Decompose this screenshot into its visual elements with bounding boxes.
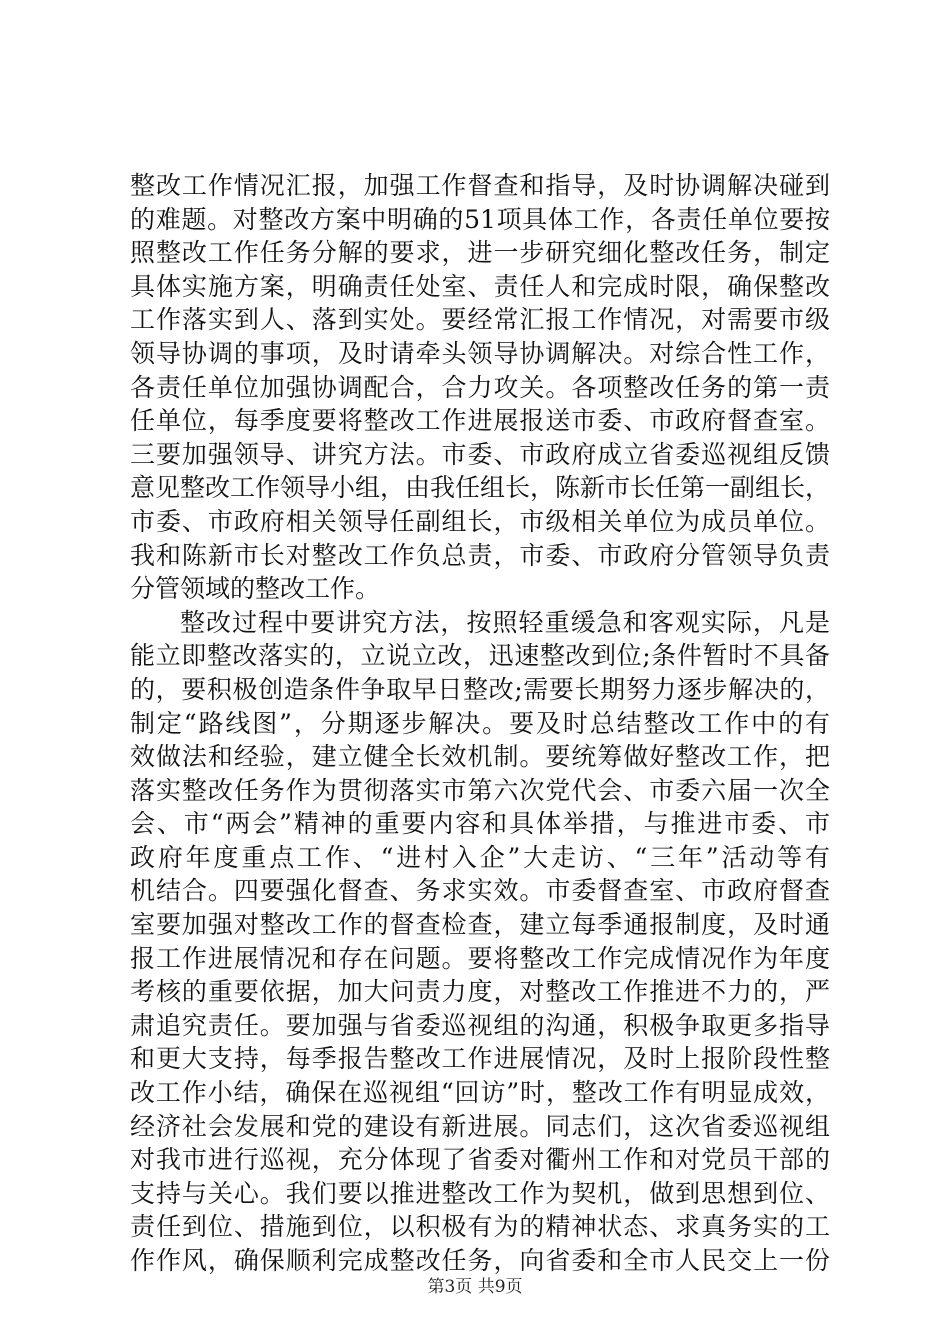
text-line: 和更大支持，每季报告整改工作进展情况，及时上报阶段性整: [130, 1044, 830, 1074]
paragraph-2: [130, 606, 830, 1278]
text-line: 落实整改任务作为贯彻落实市第六次党代会、市委六届一次全: [130, 775, 830, 805]
text-line: 支持与关心。我们要以推进整改工作为契机，做到思想到位、: [130, 1178, 830, 1208]
text-line: 整改过程中要讲究方法，按照轻重缓急和客观实际，凡是: [180, 607, 830, 637]
text-line: 的难题。对整改方案中明确的51项具体工作，各责任单位要按: [130, 204, 830, 234]
text-line: 效做法和经验，建立健全长效机制。要统筹做好整改工作，把: [130, 742, 830, 772]
text-line: 会、市“两会”精神的重要内容和具体举措，与推进市委、市: [130, 809, 830, 839]
text-line: 考核的重要依据，加大问责力度，对整改工作推进不力的，严: [130, 977, 830, 1007]
text-line: 改工作小结，确保在巡视组“回访”时，整改工作有明显成效，: [130, 1078, 830, 1108]
text-line: 工作落实到人、落到实处。要经常汇报工作情况，对需要市级: [130, 305, 830, 335]
text-line: 对我市进行巡视，充分体现了省委对衢州工作和对党员干部的: [130, 1145, 830, 1175]
document-body: [130, 169, 830, 1278]
text-line: 市委、市政府相关领导任副组长，市级相关单位为成员单位。: [130, 506, 830, 536]
text-line: 各责任单位加强协调配合，合力攻关。各项整改任务的第一责: [130, 372, 830, 402]
text-line: 分管领域的整改工作。: [130, 574, 381, 604]
text-line: 整改工作情况汇报，加强工作督查和指导，及时协调解决碰到: [130, 171, 830, 200]
text-line: 室要加强对整改工作的督查检查，建立每季通报制度，及时通: [130, 910, 830, 940]
text-line: 机结合。四要强化督查、务求实效。市委督查室、市政府督查: [130, 876, 830, 906]
text-line: 能立即整改落实的，立说立改，迅速整改到位;条件暂时不具备: [130, 641, 830, 671]
text-line: 政府年度重点工作、“进村入企”大走访、“三年”活动等有: [130, 842, 830, 872]
text-line: 肃追究责任。要加强与省委巡视组的沟通，积极争取更多指导: [130, 1010, 830, 1040]
text-line: 照整改工作任务分解的要求，进一步研究细化整改任务，制定: [130, 238, 830, 268]
text-line: 具体实施方案，明确责任处室、责任人和完成时限，确保整改: [130, 271, 830, 301]
text-line: 制定“路线图”，分期逐步解决。要及时总结整改工作中的有: [130, 708, 830, 738]
text-line: 三要加强领导、讲究方法。市委、市政府成立省委巡视组反馈: [130, 439, 830, 469]
page-number-footer: 第3页 共9页: [427, 1277, 523, 1297]
text-line: 作作风，确保顺利完成整改任务，向省委和全市人民交上一份: [130, 1246, 830, 1275]
text-line: 责任到位、措施到位，以积极有为的精神状态、求真务实的工: [130, 1212, 830, 1242]
text-line: 我和陈新市长对整改工作负总责，市委、市政府分管领导负责: [130, 540, 830, 570]
text-line: 的，要积极创造条件争取早日整改;需要长期努力逐步解决的，: [130, 674, 830, 704]
text-line: 报工作进展情况和存在问题。要将整改工作完成情况作为年度: [130, 943, 830, 973]
text-line: 经济社会发展和党的建设有新进展。同志们，这次省委巡视组: [130, 1111, 830, 1141]
text-line: 意见整改工作领导小组，由我任组长，陈新市长任第一副组长，: [130, 473, 830, 503]
paragraph-1: [130, 169, 830, 606]
text-line: 任单位，每季度要将整改工作进展报送市委、市政府督查室。: [130, 406, 830, 436]
text-line: 领导协调的事项，及时请牵头领导协调解决。对综合性工作，: [130, 338, 830, 368]
